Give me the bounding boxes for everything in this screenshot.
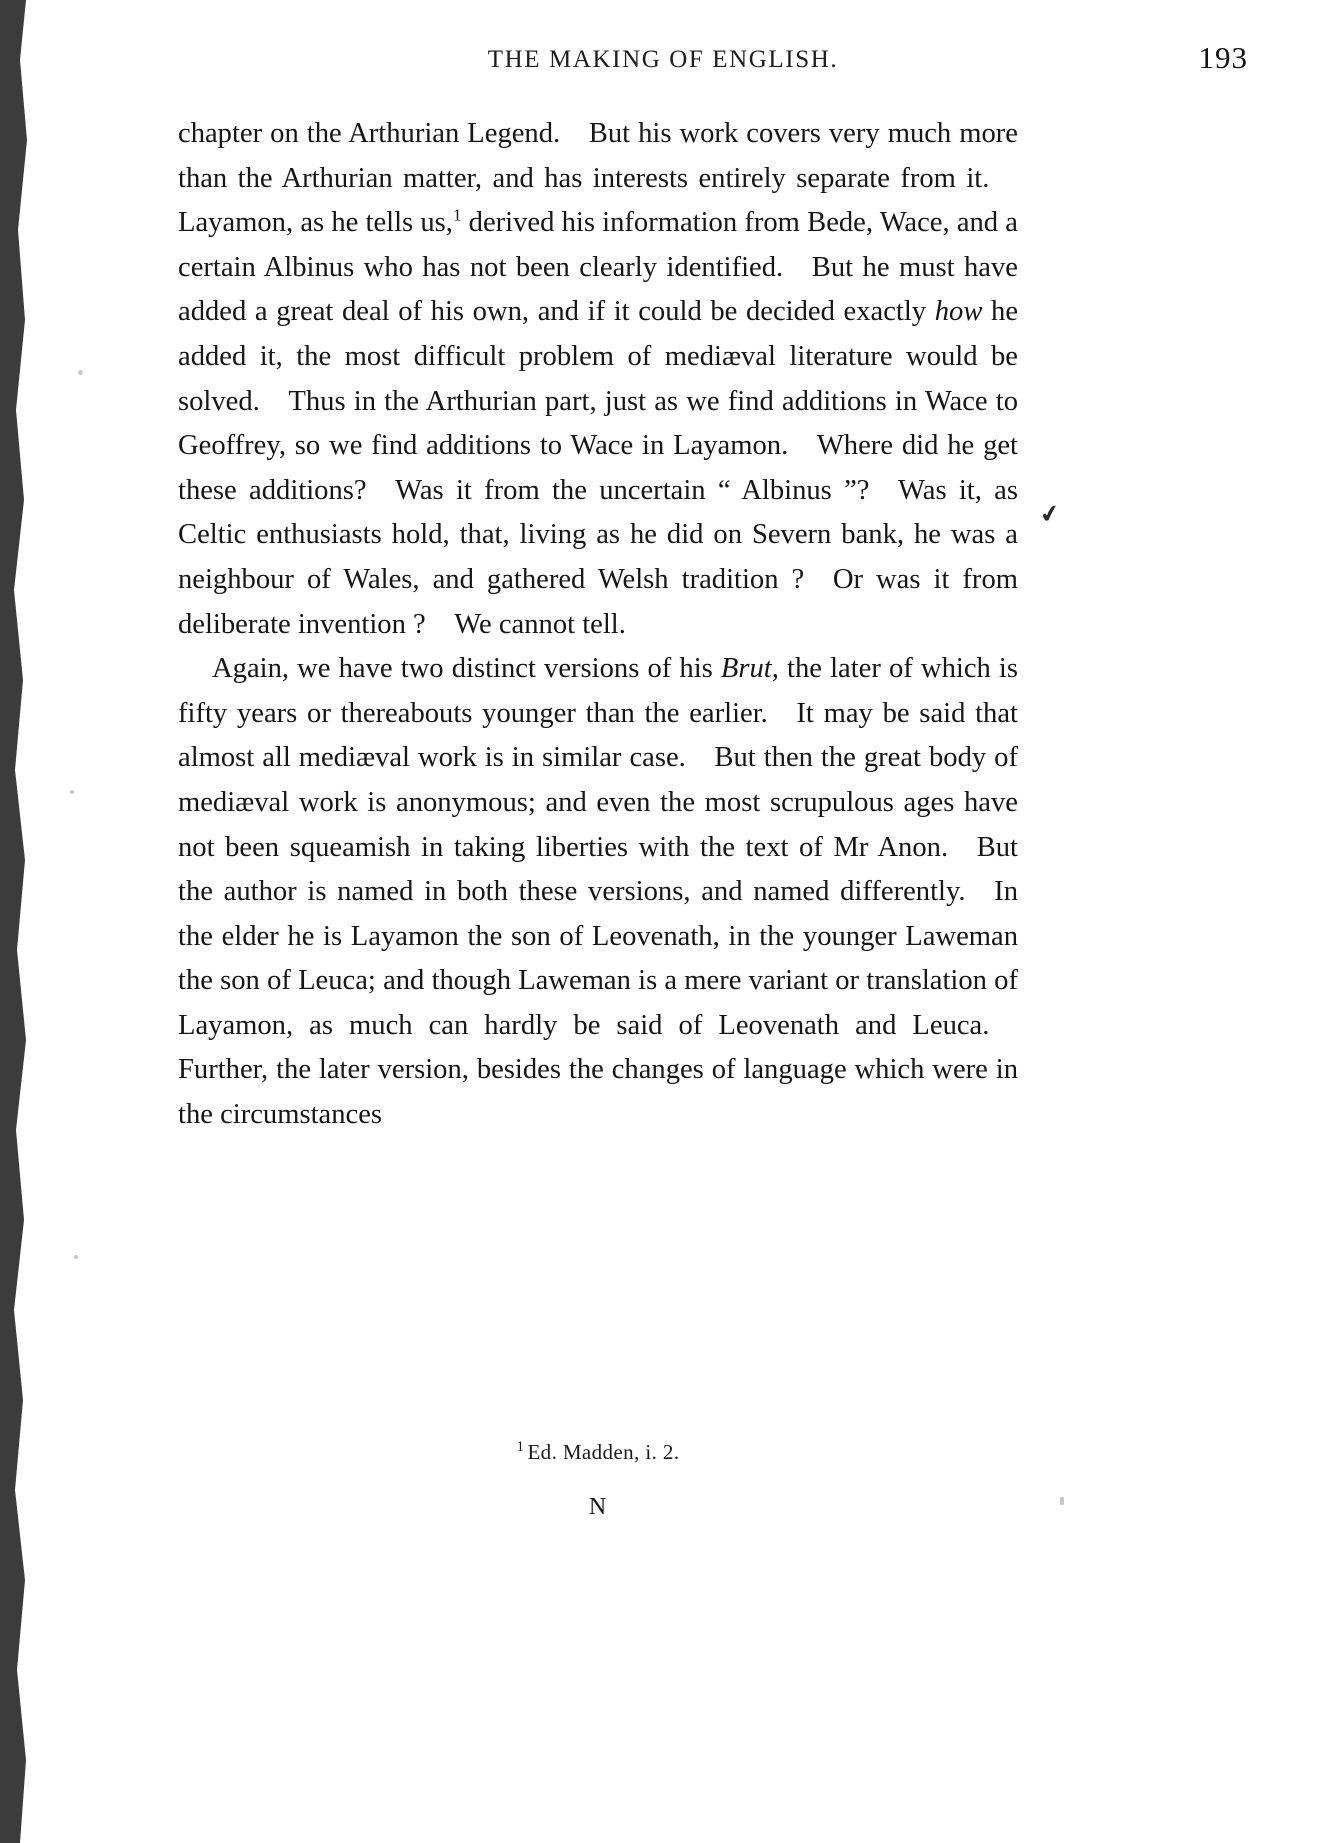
page-number: 193 <box>1198 40 1248 75</box>
footnote-reference[interactable]: 1 <box>452 205 462 225</box>
scan-speck <box>70 790 74 794</box>
paragraph-1 <box>178 112 1018 647</box>
paragraph-1-text-cont: derived his information from Bede, Wace, and a certain Albinus who has not been clearly identified. But he must have added a great deal of his own, and if it could be decided exactly <box>178 207 1018 328</box>
italic-word-how: how <box>934 296 983 328</box>
footnote-text: Ed. Madden, i. 2. <box>527 1440 680 1464</box>
paragraph-2-text-cont: , the later of which is fifty years or thereabouts younger than the earlier. It may be said that almost all mediæval work is in similar case. But then the great body of mediæval work is anonymous; and even the most scrupulous ages have not been squeamish in taking liberties with the text of Mr Anon. But the author is named in both these versions, and named differently. In the elder he is Layamon the son of Leovenath, in the younger Laweman the son of Leuca; and though Laweman is a mere variant or translation of Layamon, as much can hardly be said of Leovenath and Leuca. Further, the later version, besides the changes of language which were in the circumstances <box>178 653 1019 1131</box>
page-edge-shadow <box>0 0 34 1843</box>
running-head <box>0 40 1326 80</box>
scan-speck <box>74 1255 78 1259</box>
page-title: THE MAKING OF ENGLISH. <box>487 46 839 73</box>
paragraph-1-text-cont-2: he added it, the most difficult problem of mediæval literature would be solved. Thus in the Arthurian part, just as we find additions in Wace to Geoffrey, so we find additions to Wace in Layamon. Where did he get these additions? Was it from the uncertain “ Albinus ”? Was it, as Celtic enthusiasts hold, that, living as he did on Severn bank, he was a neighbour of Wales, and gathered Welsh tradition ? Or was it from deliberate invention ? We cannot tell. <box>178 296 1019 640</box>
signature-mark: N <box>588 1494 608 1520</box>
paragraph-1-text: chapter on the Arthurian Legend. But his work covers very much more than the Arthurian matter, and has interests entirely separate from it. Layamon, as he tells us, <box>178 118 1018 239</box>
footnote-marker: 1 <box>516 1439 525 1455</box>
margin-check-mark: ✔ <box>1037 500 1063 530</box>
paragraph-2-text: Again, we have two distinct versions of his <box>212 653 721 685</box>
scan-speck <box>1060 1497 1064 1505</box>
paragraph-2 <box>178 647 1018 1138</box>
body-text <box>178 112 1018 1138</box>
footnote <box>178 1440 1018 1465</box>
italic-word-brut: Brut <box>720 653 772 685</box>
scan-speck <box>78 370 83 375</box>
